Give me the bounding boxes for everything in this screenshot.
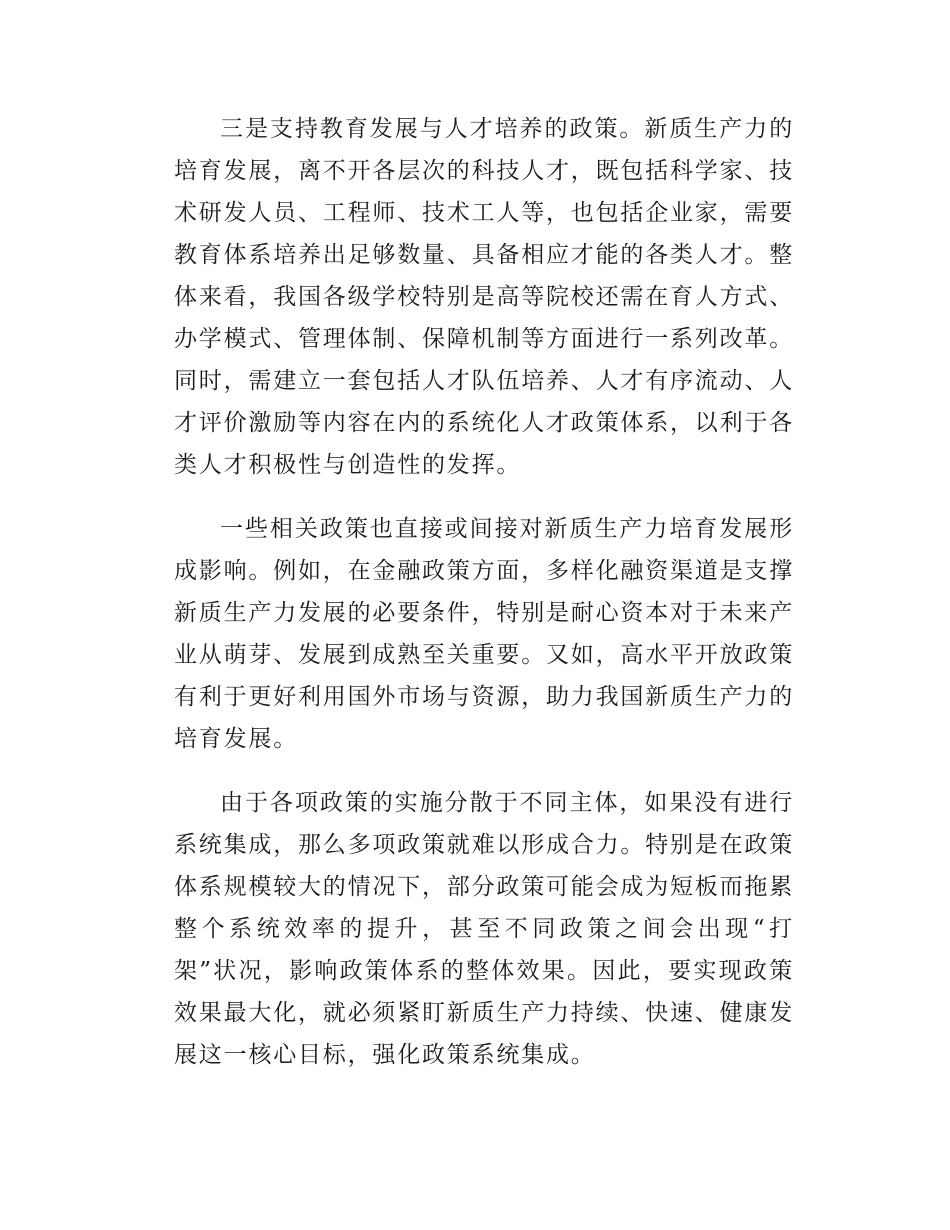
paragraph-policy-integration: 由于各项政策的实施分散于不同主体，如果没有进行系统集成，那么多项政策就难以形成合力。特别是在政策体系规模较大的情况下，部分政策可能会成为短板而拖累整个系统效率的提升，甚至不同政策之间会出现“打架”状况，影响政策体系的整体效果。因此，要实现政策效果最大化，就必须紧盯新质生产力持续、快速、健康发展这一核心目标，强化政策系统集成。: [174, 790, 794, 1068]
paragraph-related-policies: 一些相关政策也直接或间接对新质生产力培育发展形成影响。例如，在金融政策方面，多样化融资渠道是支撑新质生产力发展的必要条件，特别是耐心资本对于未来产业从萌芽、发展到成熟至关重要。又如，高水平开放政策有利于更好利用国外市场与资源，助力我国新质生产力的培育发展。: [174, 516, 794, 752]
paragraph-education-talent-policy: 三是支持教育发展与人才培养的政策。新质生产力的培育发展，离不开各层次的科技人才，既包括科学家、技术研发人员、工程师、技术工人等，也包括企业家，需要教育体系培养出足够数量、具备相应才能的各类人才。整体来看，我国各级学校特别是高等院校还需在育人方式、办学模式、管理体制、保障机制等方面进行一系列改革。同时，需建立一套包括人才队伍培养、人才有序流动、人才评价激励等内容在内的系统化人才政策体系，以利于各类人才积极性与创造性的发挥。: [174, 116, 794, 478]
document-body: [174, 108, 794, 1098]
